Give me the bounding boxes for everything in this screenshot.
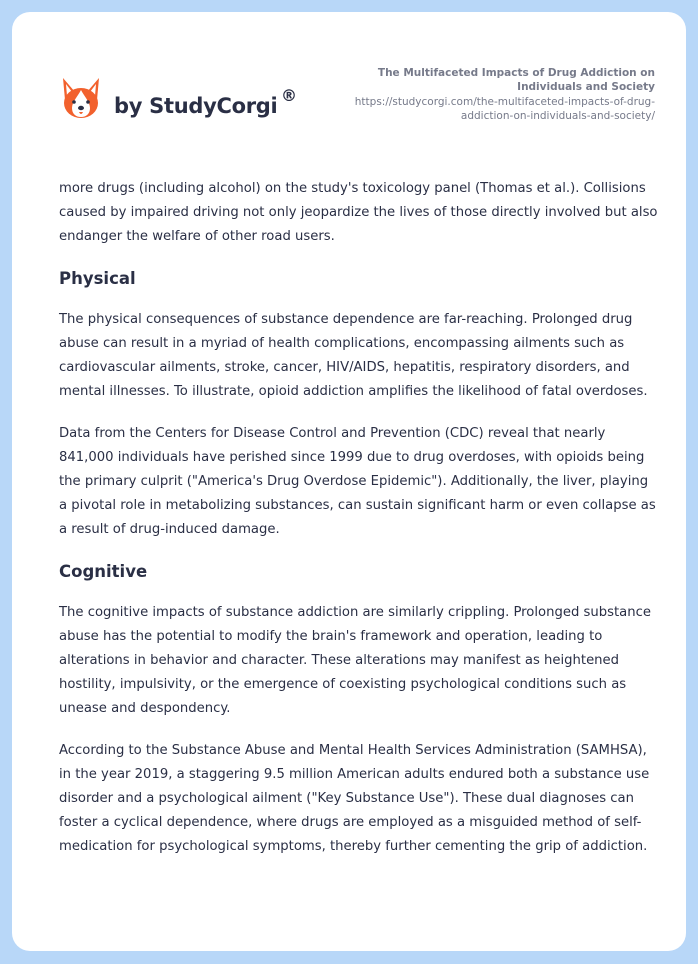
- document-title: The Multifaceted Impacts of Drug Addiction on Individuals and Society: [377, 67, 655, 93]
- section-heading-physical: Physical: [59, 269, 136, 288]
- document-page: [12, 12, 686, 951]
- document-url[interactable]: https://studycorgi.com/the-multifaceted-impacts-of-drug-addiction-on-individuals-and-society/: [354, 96, 655, 122]
- paragraph: The cognitive impacts of substance addiction are similarly crippling. Prolonged substance abuse has the potential to modify the brain's framework and operation, leading to alterations in behavior and character. These alterations may manifest as heightened hostility, impulsivity, or the emergence of coexisting psychological conditions such as unease and despondency.: [59, 605, 651, 716]
- corgi-logo-icon: [60, 76, 102, 122]
- paragraph: Data from the Centers for Disease Control and Prevention (CDC) reveal that nearly 841,000 individuals have perished since 1999 due to drug overdoses, with opioids being the primary culprit ("America's Drug Overdose Epidemic"). Additionally, the liver, playing a pivotal role in metabolizing substances, can sustain significant harm or even collapse as a result of drug-induced damage.: [59, 426, 656, 537]
- document-meta: [325, 66, 655, 123]
- page-header: [12, 12, 686, 152]
- section-heading-cognitive: Cognitive: [59, 562, 148, 581]
- studycorgi-logo[interactable]: [60, 76, 310, 124]
- paragraph: The physical consequences of substance dependence are far-reaching. Prolonged drug abuse can result in a myriad of health complications, encompassing ailments such as cardiovascular ailments, stroke, cancer, HIV/AIDS, hepatitis, respiratory disorders, and mental illnesses. To illustrate, opioid addiction amplifies the likelihood of fatal overdoses.: [59, 312, 648, 399]
- brand-name: by StudyCorgi: [114, 94, 278, 118]
- document-body: [59, 177, 659, 877]
- paragraph: more drugs (including alcohol) on the study's toxicology panel (Thomas et al.). Collisions caused by impaired driving not only jeopardize the lives of those directly involved but also endanger the welfare of other road users.: [59, 181, 658, 244]
- registered-mark: ®: [281, 86, 297, 105]
- paragraph: According to the Substance Abuse and Mental Health Services Administration (SAMHSA), in the year 2019, a staggering 9.5 million American adults endured both a substance use disorder and a psychological ailment ("Key Substance Use"). These dual diagnoses can foster a cyclical dependence, where drugs are employed as a misguided method of self-medication for psychological symptoms, thereby further cementing the grip of addiction.: [59, 743, 650, 854]
